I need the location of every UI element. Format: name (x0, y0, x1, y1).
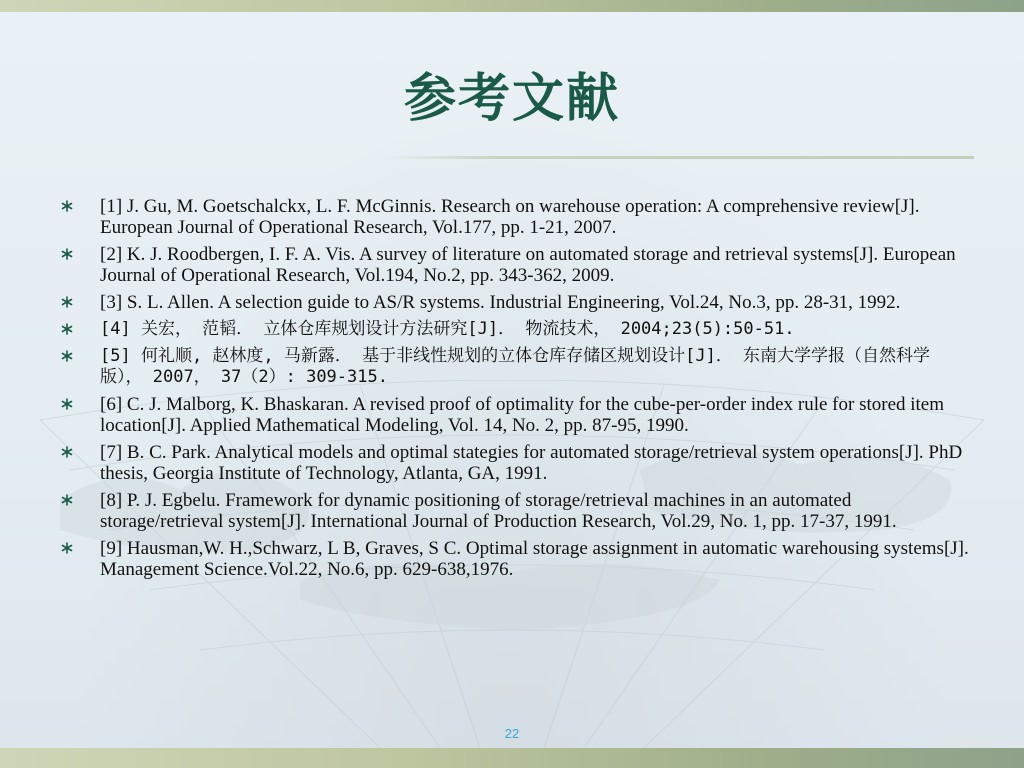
asterisk-bullet-icon (60, 246, 74, 262)
reference-text: [8] P. J. Egbelu. Framework for dynamic positioning of storage/retrieval machines in an automated storage/retrieval system[J]. International Journal of Production Research, Vol.29, No. 1, pp. 17-37, 1991. (100, 490, 897, 532)
reference-text: [9] Hausman,W. H.,Schwarz, L B, Graves, S C. Optimal storage assignment in automatic warehousing systems[J]. Management Science.Vol.22, No.6, pp. 629-638,1976. (100, 538, 969, 580)
reference-item-9 (60, 538, 970, 580)
asterisk-bullet-icon (60, 198, 74, 214)
asterisk-bullet-icon (60, 294, 74, 310)
reference-item-1 (60, 196, 970, 238)
reference-item-6 (60, 394, 970, 436)
reference-item-8 (60, 490, 970, 532)
reference-text: [4] 关宏， 范韬． 立体仓库规划设计方法研究[J]． 物流技术， 2004;23(5):50-51. (100, 319, 795, 339)
bottom-accent-bar (0, 748, 1024, 768)
asterisk-bullet-icon (60, 396, 74, 412)
reference-item-2 (60, 244, 970, 286)
reference-text: [2] K. J. Roodbergen, I. F. A. Vis. A survey of literature on automated storage and retrieval systems[J]. European Journal of Operational Research, Vol.194, No.2, pp. 343-362, 2009. (100, 244, 956, 286)
title-divider (382, 156, 974, 159)
reference-item-7 (60, 442, 970, 484)
reference-item-4 (60, 319, 970, 340)
asterisk-bullet-icon (60, 444, 74, 460)
reference-text: [5] 何礼顺, 赵林度, 马新露． 基于非线性规划的立体仓库存储区规划设计[J]． 东南大学学报（自然科学版）， 2007， 37（2）: 309-315. (100, 346, 931, 387)
reference-text: [6] C. J. Malborg, K. Bhaskaran. A revised proof of optimality for the cube-per-order index rule for stored item location[J]. Applied Mathematical Modeling, Vol. 14, No. 2, pp. 87-95, 1990. (100, 394, 945, 436)
asterisk-bullet-icon (60, 321, 74, 337)
asterisk-bullet-icon (60, 540, 74, 556)
reference-item-3 (60, 292, 970, 313)
asterisk-bullet-icon (60, 492, 74, 508)
reference-text: [1] J. Gu, M. Goetschalckx, L. F. McGinnis. Research on warehouse operation: A comprehensive review[J]. European Journal of Operational Research, Vol.177, pp. 1-21, 2007. (100, 196, 920, 238)
top-accent-bar (0, 0, 1024, 12)
asterisk-bullet-icon (60, 348, 74, 364)
slide-title: 参考文献 (403, 69, 620, 129)
reference-text: [7] B. C. Park. Analytical models and optimal stategies for automated storage/retrieval system operations[J]. PhD thesis, Georgia Institute of Technology, Atlanta, GA, 1991. (100, 442, 963, 484)
reference-list (60, 196, 970, 586)
page-number: 22 (504, 726, 520, 741)
reference-text: [3] S. L. Allen. A selection guide to AS/R systems. Industrial Engineering, Vol.24, No.3, pp. 28-31, 1992. (100, 292, 901, 313)
reference-item-5 (60, 346, 970, 388)
